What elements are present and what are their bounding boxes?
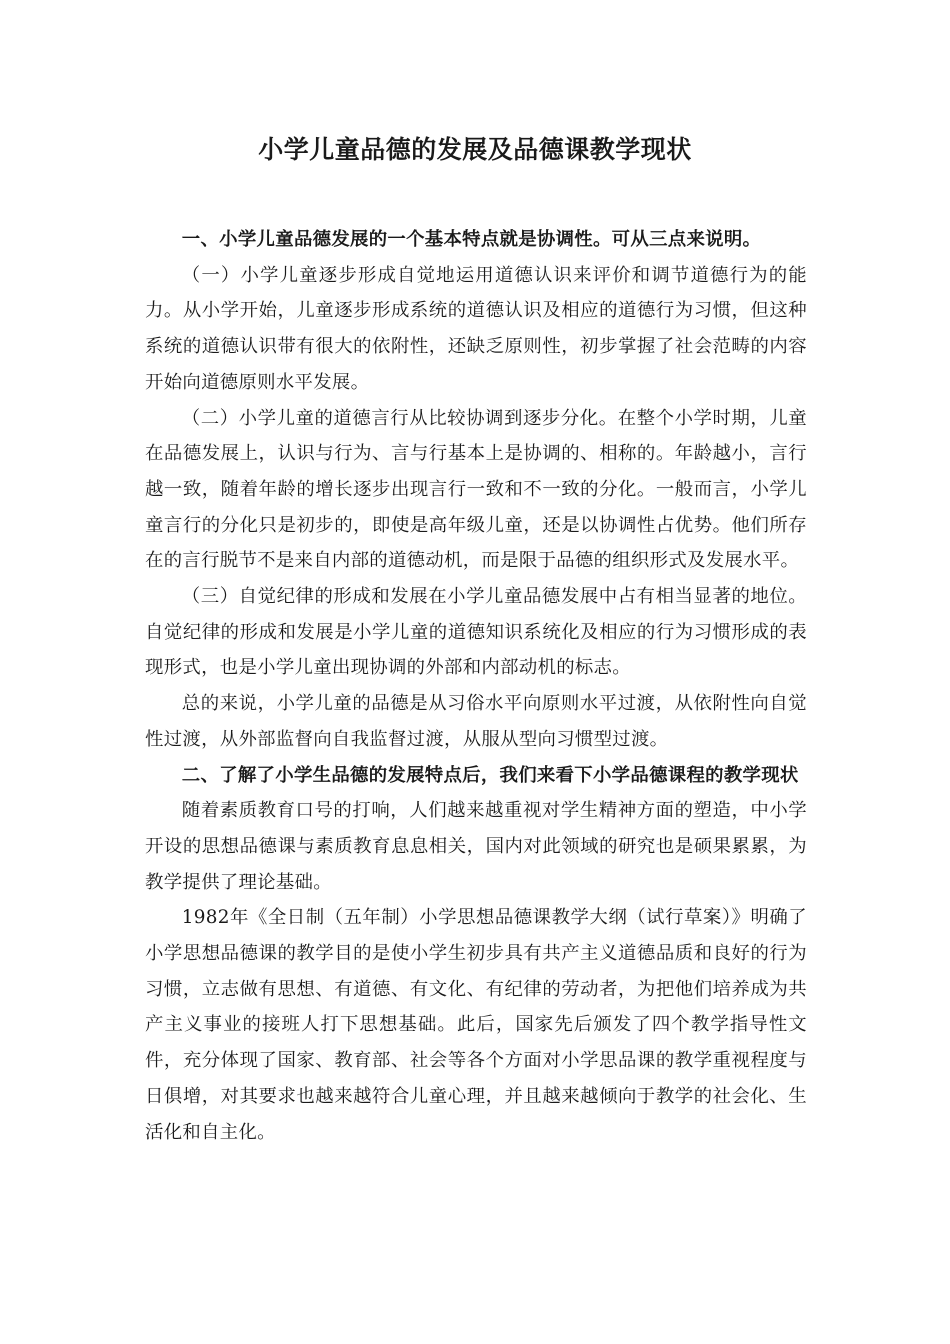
paragraph-2: （二）小学儿童的道德言行从比较协调到逐步分化。在整个小学时期，儿童在品德发展上，认识与行为、言与行基本上是协调的、相称的。年龄越小，言行越一致，随着年龄的增长逐步出现言行一致和不一致的分化。一般而言，小学儿童言行的分化只是初步的，即使是高年级儿童，还是以协调性占优势。他们所存在的言行脱节不是来自内部的道德动机，而是限于品德的组织形式及发展水平。 [145,407,807,572]
paragraph-6: 1982年《全日制（五年制）小学思想品德课教学大纲（试行草案）》明确了小学思想品德课的教学目的是使小学生初步具有共产主义道德品质和良好的行为习惯，立志做有思想、有道德、有文化、有纪律的劳动者，为把他们培养成为共产主义事业的接班人打下思想基础。此后，国家先后颁发了四个教学指导性文件，充分体现了国家、教育部、社会等各个方面对小学思品课的教学重视程度与日俱增，对其要求也越来越符合儿童心理，并且越来越倾向于教学的社会化、生活化和自主化。 [145,907,807,1143]
paragraph-3: （三）自觉纪律的形成和发展在小学儿童品德发展中占有相当显著的地位。自觉纪律的形成和发展是小学儿童的道德知识系统化及相应的行为习惯形成的表现形式，也是小学儿童出现协调的外部和内部动机的标志。 [145,586,807,679]
paragraph-5: 随着素质教育口号的打响，人们越来越重视对学生精神方面的塑造，中小学开设的思想品德课与素质教育息息相关，国内对此领域的研究也是硕果累累，为教学提供了理论基础。 [145,800,807,893]
document-title: 小学儿童品德的发展及品德课教学现状 [258,135,692,164]
section-heading-1: 一、小学儿童品德发展的一个基本特点就是协调性。可从三点来说明。 [181,229,762,250]
section-heading-2: 二、了解了小学生品德的发展特点后，我们来看下小学品德课程的教学现状 [181,764,799,786]
document-body [145,222,807,1150]
paragraph-1: （一）小学儿童逐步形成自觉地运用道德认识来评价和调节道德行为的能力。从小学开始，儿童逐步形成系统的道德认识及相应的道德行为习惯，但这种系统的道德认识带有很大的依附性，还缺乏原则性，初步掌握了社会范畴的内容开始向道德原则水平发展。 [145,264,807,393]
paragraph-4: 总的来说，小学儿童的品德是从习俗水平向原则水平过渡，从依附性向自觉性过渡，从外部监督向自我监督过渡，从服从型向习惯型过渡。 [145,693,807,750]
